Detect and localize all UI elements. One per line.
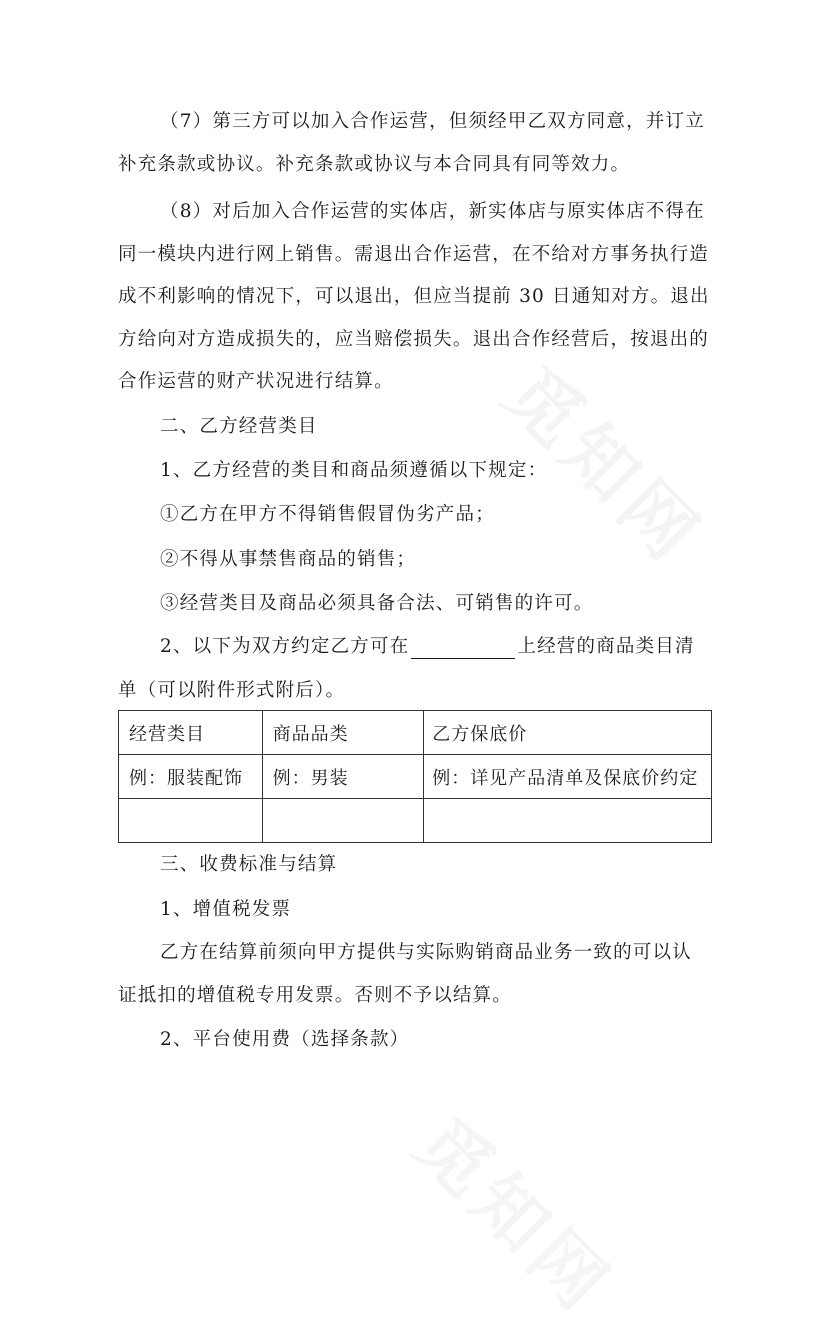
paragraph-line: 证抵扣的增值税专用发票。否则不予以结算。	[118, 985, 513, 1006]
section-heading: 三、收费标准与结算	[160, 854, 338, 875]
list-item: ①乙方在甲方不得销售假冒伪劣产品；	[160, 504, 495, 525]
table-header-cell: 乙方保底价	[424, 711, 712, 755]
table-cell	[262, 799, 424, 843]
list-item: ③经营类目及商品必须具备合法、可销售的许可。	[160, 593, 594, 614]
paragraph-line: 补充条款或协议。补充条款或协议与本合同具有同等效力。	[118, 154, 631, 175]
clause-line	[160, 635, 695, 659]
paragraph-line: （8）对后加入合作运营的实体店，新实体店与原实体店不得在	[160, 201, 705, 222]
table-header-cell: 经营类目	[119, 711, 263, 755]
table-row	[119, 799, 712, 843]
paragraph-line: 乙方在结算前须向甲方提供与实际购销商品业务一致的可以认	[160, 942, 692, 963]
table-cell: 例：服装配饰	[119, 755, 263, 799]
paragraph-line: 合作运营的财产状况进行结算。	[118, 371, 394, 392]
fill-in-blank[interactable]	[411, 638, 515, 659]
table-cell: 例：男装	[262, 755, 424, 799]
table-header-row	[119, 711, 712, 755]
category-table	[118, 710, 712, 843]
paragraph-line: 同一模块内进行网上销售。需退出合作运营，在不给对方事务执行造	[118, 244, 710, 265]
table-header-cell: 商品品类	[262, 711, 424, 755]
subsection-heading: 2、平台使用费（选择条款）	[160, 1029, 410, 1050]
paragraph-line: （7）第三方可以加入合作运营，但须经甲乙双方同意，并订立	[160, 111, 705, 132]
subsection-heading: 1、乙方经营的类目和商品须遵循以下规定：	[160, 460, 548, 481]
table-cell	[424, 799, 712, 843]
table-row	[119, 755, 712, 799]
list-item: ②不得从事禁售商品的销售；	[160, 549, 417, 570]
paragraph-line: 成不利影响的情况下，可以退出，但应当提前 30 日通知对方。退出	[118, 286, 710, 307]
paragraph-line: 方给向对方造成损失的，应当赔偿损失。退出合作经营后，按退出的	[118, 329, 710, 350]
section-heading: 二、乙方经营类目	[160, 416, 318, 437]
subsection-heading: 1、增值税发票	[160, 899, 292, 920]
clause-line-cont: 单（可以附件形式附后）。	[118, 680, 346, 701]
watermark-lower	[396, 1090, 639, 1333]
clause-text-after: 上经营的商品类目清	[517, 636, 695, 657]
clause-text-before: 2、以下为双方约定乙方可在	[160, 636, 410, 657]
table-cell: 例：详见产品清单及保底价约定	[424, 755, 712, 799]
table-cell	[119, 799, 263, 843]
